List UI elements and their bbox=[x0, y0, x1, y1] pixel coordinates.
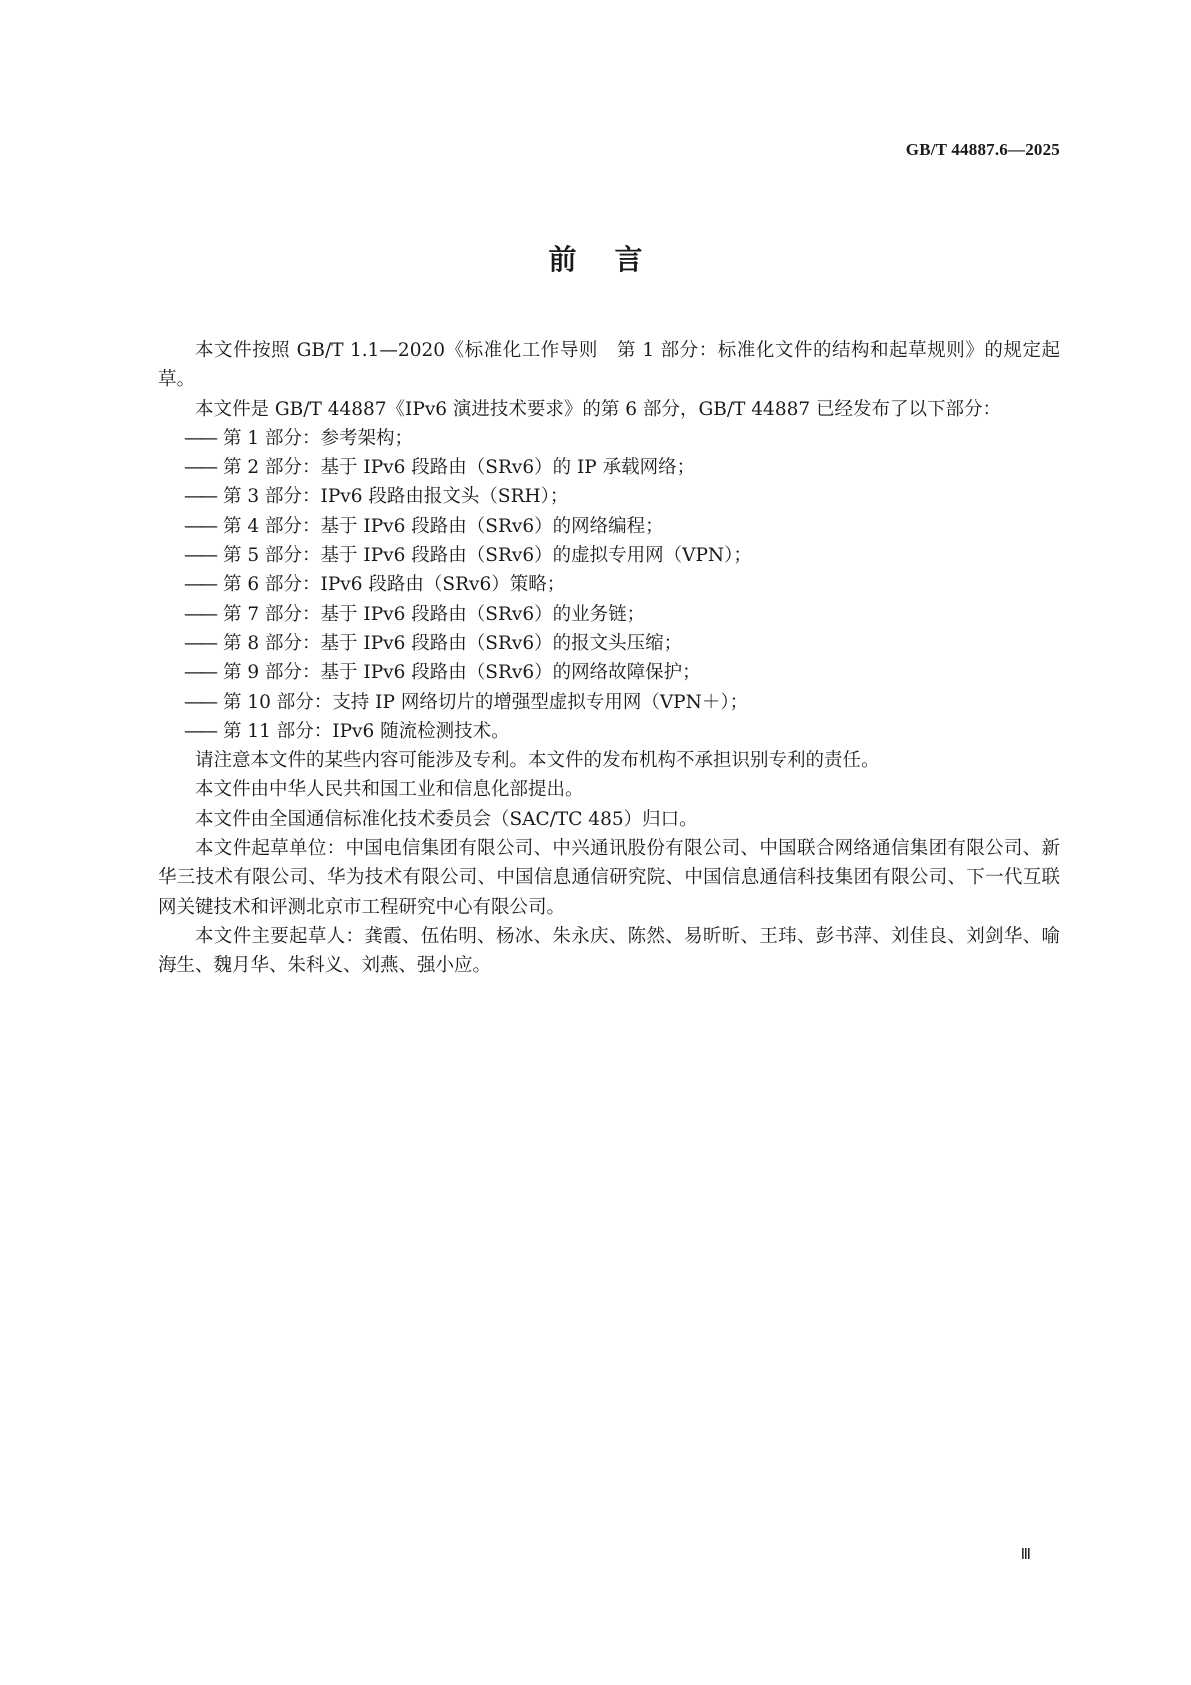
list-dash: —— bbox=[184, 545, 215, 567]
list-dash: —— bbox=[184, 662, 215, 684]
list-item: —— 第 9 部分：基于 IPv6 段路由（SRv6）的网络故障保护； bbox=[158, 658, 1060, 687]
list-item: —— 第 10 部分：支持 IP 网络切片的增强型虚拟专用网（VPN＋）； bbox=[158, 688, 1060, 717]
list-item: —— 第 1 部分：参考架构； bbox=[158, 424, 1060, 453]
list-item: —— 第 6 部分：IPv6 段路由（SRv6）策略； bbox=[158, 570, 1060, 599]
list-item: —— 第 2 部分：基于 IPv6 段路由（SRv6）的 IP 承载网络； bbox=[158, 453, 1060, 482]
foreword-body bbox=[158, 336, 1060, 981]
paragraph-drafting-rules: 本文件按照 GB/T 1.1—2020《标准化工作导则 第 1 部分：标准化文件的结构和起草规则》的规定起草。 bbox=[158, 340, 1060, 391]
list-item: —— 第 8 部分：基于 IPv6 段路由（SRv6）的报文头压缩； bbox=[158, 629, 1060, 658]
list-dash: —— bbox=[184, 720, 215, 742]
page-number: Ⅲ bbox=[1020, 1547, 1031, 1563]
paragraph-patent-notice: 请注意本文件的某些内容可能涉及专利。本文件的发布机构不承担识别专利的责任。 bbox=[195, 750, 880, 772]
list-dash: —— bbox=[184, 427, 215, 449]
list-dash: —— bbox=[184, 632, 215, 654]
list-dash: —— bbox=[184, 486, 215, 508]
list-dash: —— bbox=[184, 515, 215, 537]
list-item: —— 第 11 部分：IPv6 随流检测技术。 bbox=[158, 717, 1060, 746]
list-item: —— 第 5 部分：基于 IPv6 段路由（SRv6）的虚拟专用网（VPN）； bbox=[158, 541, 1060, 570]
page-title: 前言 bbox=[548, 243, 681, 276]
list-item: —— 第 3 部分：IPv6 段路由报文头（SRH）； bbox=[158, 482, 1060, 511]
paragraph-proposed-by: 本文件由中华人民共和国工业和信息化部提出。 bbox=[195, 779, 584, 801]
paragraph-series-intro: 本文件是 GB/T 44887《IPv6 演进技术要求》的第 6 部分，GB/T 44887 已经发布了以下部分： bbox=[195, 398, 1002, 420]
paragraph-centralized-by: 本文件由全国通信标准化技术委员会（SAC/TC 485）归口。 bbox=[195, 808, 698, 830]
paragraph-drafters: 本文件主要起草人：龚霞、伍佑明、杨冰、朱永庆、陈然、易昕昕、王玮、彭书萍、刘佳良、刘剑华、喻海生、魏月华、朱科义、刘燕、强小应。 bbox=[158, 925, 1060, 977]
paragraph-drafting-organizations: 本文件起草单位：中国电信集团有限公司、中兴通讯股份有限公司、中国联合网络通信集团有限公司、新华三技术有限公司、华为技术有限公司、中国信息通信研究院、中国信息通信科技集团有限公司、下一代互联网关键技术和评测北京市工程研究中心有限公司。 bbox=[158, 838, 1060, 918]
parts-list bbox=[158, 424, 1060, 746]
list-dash: —— bbox=[184, 603, 215, 625]
list-dash: —— bbox=[184, 574, 215, 596]
list-item: —— 第 7 部分：基于 IPv6 段路由（SRv6）的业务链； bbox=[158, 600, 1060, 629]
list-dash: —— bbox=[184, 691, 215, 713]
list-item: —— 第 4 部分：基于 IPv6 段路由（SRv6）的网络编程； bbox=[158, 512, 1060, 541]
list-dash: —— bbox=[184, 457, 215, 479]
standard-code: GB/T 44887.6—2025 bbox=[905, 140, 1060, 159]
